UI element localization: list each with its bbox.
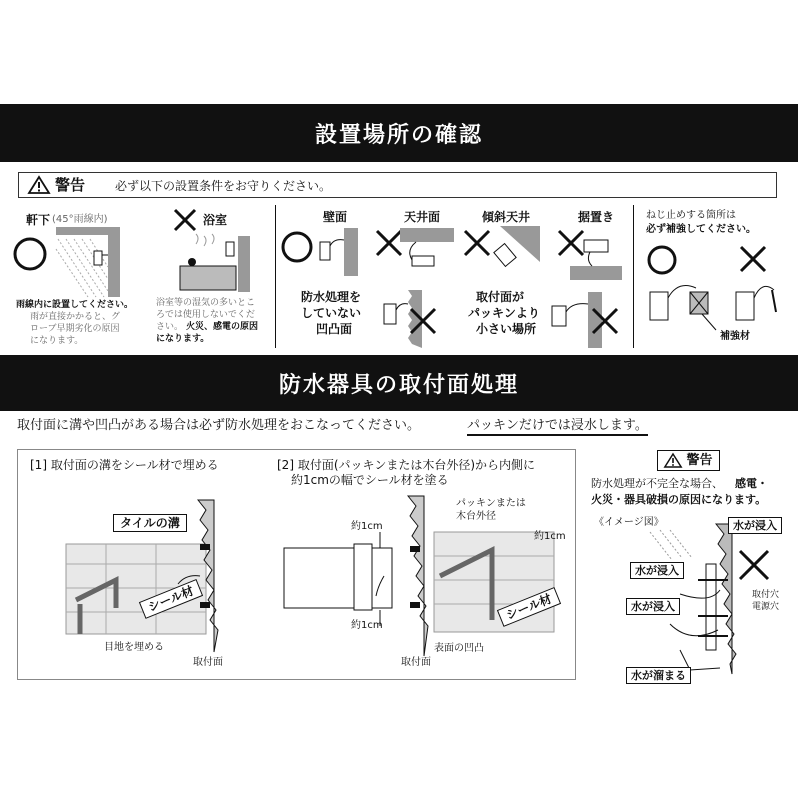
section-title-banner-installation <box>0 104 798 162</box>
seal-material-callout: シール材 <box>139 579 203 619</box>
floor-illustration <box>570 232 622 280</box>
gasket-text: 取付面が <box>476 290 525 304</box>
ok-circle-icon <box>12 236 48 272</box>
water-pools-callout: 水が溜まる <box>626 667 691 684</box>
ng-cross-icon <box>590 306 620 336</box>
eaves-note-bold: 雨線内に設置してください。 <box>16 300 134 310</box>
approx-1cm-label: 約1cm <box>351 620 383 631</box>
panel-divider <box>633 205 634 348</box>
ng-cross-icon <box>738 244 768 274</box>
section-title-banner-waterproofing <box>0 355 798 411</box>
warning-label: 警告 <box>686 453 713 468</box>
gasket-or-base-label: 木台外径 <box>456 511 496 522</box>
slope-label: 傾斜天井 <box>482 210 531 224</box>
warning-box <box>657 450 720 471</box>
warning-label: 警告 <box>55 176 86 194</box>
screw-note-bold: 必ず補強してください。 <box>646 224 756 235</box>
screw-note: ねじ止めする箇所は <box>646 210 736 221</box>
gasket-text: 小さい場所 <box>476 322 537 336</box>
surface-unevenness-label: 表面の凹凸 <box>434 643 484 654</box>
step2-title: 約1cmの幅でシール材を塗る <box>291 473 449 487</box>
step2-illustration <box>284 496 564 656</box>
gasket-text: パッキンより <box>468 306 540 320</box>
eaves-illustration <box>56 227 120 297</box>
ceiling-illustration <box>400 228 454 274</box>
mount-surface-label: 取付面 <box>193 657 223 668</box>
waterproof-text: していない <box>301 306 362 320</box>
fill-joints-label: 目地を埋める <box>104 642 164 653</box>
waterproof-text: 凹凸面 <box>316 322 353 336</box>
water-enters-callout: 水が浸入 <box>728 517 782 534</box>
approx-1cm-label: 約1cm <box>351 521 383 532</box>
water-enters-callout: 水が浸入 <box>630 562 684 579</box>
gasket-or-base-label: パッキンまたは <box>456 498 526 509</box>
bath-note-line: ろでは使用しないでくだ <box>156 310 255 320</box>
reinforce-label: 補強材 <box>720 331 750 342</box>
warning-text-bold: 感電・ <box>735 477 768 490</box>
eaves-note-line: になります。 <box>30 336 84 346</box>
step2-title: [2] 取付面(パッキンまたは木台外径)から内側に <box>277 458 536 472</box>
ceiling-label: 天井面 <box>404 210 441 224</box>
ok-circle-icon <box>280 230 314 264</box>
bath-note-bold: になります。 <box>156 334 210 344</box>
mount-surface-label: 取付面 <box>401 657 431 668</box>
ng-cross-icon <box>408 306 438 336</box>
ok-circle-icon <box>646 244 678 276</box>
ng-cross-icon <box>462 228 492 258</box>
section-title-waterproofing: 防水器具の取付面処理 <box>278 372 519 398</box>
tile-groove-callout: タイルの溝 <box>113 514 187 532</box>
waterproof-text: 防水処理を <box>301 290 362 304</box>
unreinforced-mount-illustration <box>732 278 782 328</box>
image-caption: 《イメージ図》 <box>594 517 664 528</box>
eaves-title-note: (45°雨線内) <box>52 214 108 225</box>
warning-text: 必ず以下の設置条件をお守りください。 <box>115 179 332 193</box>
step1-title: [1] 取付面の溝をシール材で埋める <box>30 458 219 472</box>
water-enters-callout: 水が浸入 <box>626 598 680 615</box>
panel-divider <box>275 205 276 348</box>
intro-text-underlined: パッキンだけでは浸水します。 <box>467 418 648 436</box>
slope-illustration <box>490 226 540 272</box>
warning-text: 防水処理が不完全な場合、 <box>591 477 723 490</box>
wall-label: 壁面 <box>323 210 348 224</box>
ng-cross-icon <box>172 207 198 233</box>
bath-note-line: 浴室等の湿気の多いとこ <box>156 298 256 308</box>
eaves-note-line: 雨が直接かかると、グ <box>30 312 121 322</box>
bath-title: 浴室 <box>203 213 228 227</box>
section-title-installation: 設置場所の確認 <box>314 122 483 148</box>
warning-text-bold: 火災・器具破損の原因になります。 <box>591 493 767 506</box>
intro-text: 取付面に溝や凹凸がある場合は必ず防水処理をおこなってください。 <box>17 418 421 433</box>
wall-illustration <box>318 228 362 276</box>
power-hole-label: 電源穴 <box>752 602 780 612</box>
bath-note-line: さい。 <box>156 322 184 332</box>
reinforced-mount-illustration <box>650 278 720 330</box>
bathtub-illustration <box>176 236 252 292</box>
ng-cross-icon <box>737 548 771 582</box>
warning-triangle-icon <box>28 176 50 194</box>
bath-note-bold: 火災、感電の原因 <box>186 322 259 332</box>
warning-triangle-icon <box>664 453 682 468</box>
approx-1cm-label: 約1cm <box>534 531 566 542</box>
eaves-note-line: ローブ早期劣化の原因 <box>30 324 120 334</box>
floor-label: 据置き <box>578 210 615 224</box>
seal-material-callout: シール材 <box>497 587 561 627</box>
eaves-title: 軒下 <box>26 213 51 227</box>
mount-hole-label: 取付穴 <box>752 590 780 600</box>
